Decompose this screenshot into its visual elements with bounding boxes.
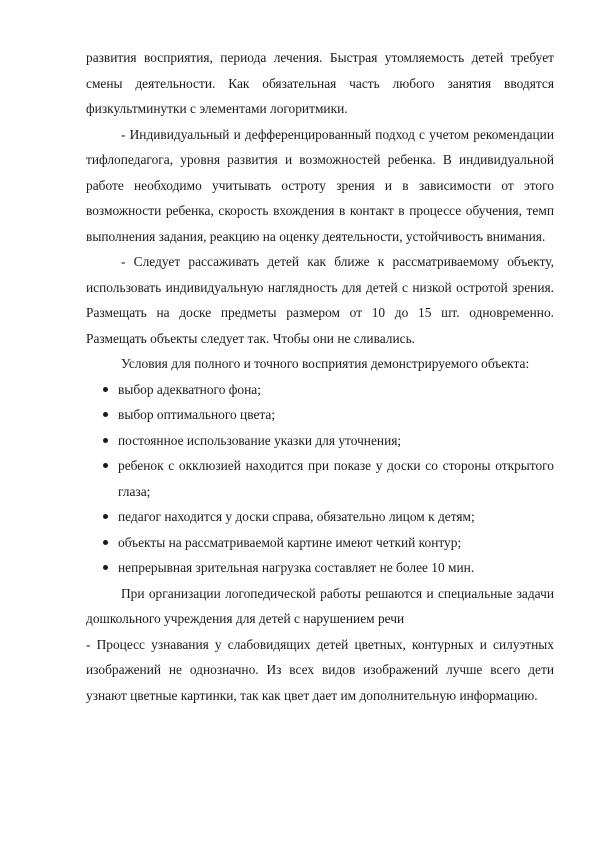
list-item-text: непрерывная зрительная нагрузка составляет не более 10 мин. <box>118 560 475 575</box>
list-item <box>86 402 554 428</box>
list-item <box>86 504 554 530</box>
list-item <box>86 555 554 581</box>
paragraph-speech-therapy: При организации логопедической работы решаются и специальные задачи дошкольного учреждения для детей с нарушением речи <box>86 585 554 626</box>
bullet-icon <box>103 540 108 545</box>
bullet-icon <box>103 463 108 468</box>
bullet-icon <box>103 565 108 570</box>
bullet-icon <box>103 438 108 443</box>
paragraph-individual-approach: - Индивидуальный и дефференцированный подход с учетом рекомендации тифлопедагога, уровня развития и возможностей ребенка. В индивидуальной работе необходимо учитывать остроту зрения и в зависимости от этого возможности ребенка, скорость вхождения в контакт в процессе обучения, темп выполнения задания, реакцию на оценку деятельности, устойчивость внимания. <box>86 126 554 244</box>
list-item-text: ребенок с окклюзией находится при показе у доски со стороны открытого глаза; <box>118 458 554 499</box>
document-page <box>86 45 554 708</box>
list-item-text: выбор оптимального цвета; <box>118 407 276 422</box>
paragraph-continuation: развития восприятия, периода лечения. Быстрая утомляемость детей требует смены деятельности. Как обязательная часть любого занятия вводятся физкультминутки с элементами логоритмики. <box>86 50 554 116</box>
list-item <box>86 428 554 454</box>
paragraph-conditions-heading: Условия для полного и точного восприятия демонстрируемого объекта: <box>121 356 530 371</box>
bullet-icon <box>103 387 108 392</box>
list-item-text: постоянное использование указки для уточнения; <box>118 432 402 448</box>
paragraph-recognition: - Процесс узнавания у слабовидящих детей цветных, контурных и силуэтных изображений не однозначно. Из всех видов изображений лучше всего дети узнают цветные картинки, так как цвет дает им дополнительную информацию. <box>86 636 554 703</box>
list-item-text: объекты на рассматриваемой картине имеют четкий контур; <box>118 534 462 550</box>
list-item <box>86 530 554 556</box>
bullet-icon <box>103 514 108 519</box>
list-item <box>86 377 554 403</box>
list-item-text: педагог находится у доски справа, обязательно лицом к детям; <box>118 509 475 524</box>
list-item-text: выбор адекватного фона; <box>118 381 261 397</box>
paragraph-seating: - Следует рассаживать детей как ближе к рассматриваемому объекту, использовать индивидуальную наглядность для детей с низкой остротой зрения. Размещать на доске предметы размером от 10 до 15 шт. одновременно. Размещать объекты следует так. Чтобы они не сливались. <box>86 254 554 346</box>
list-item <box>86 453 554 504</box>
bullet-icon <box>103 412 108 417</box>
conditions-list <box>86 377 554 581</box>
